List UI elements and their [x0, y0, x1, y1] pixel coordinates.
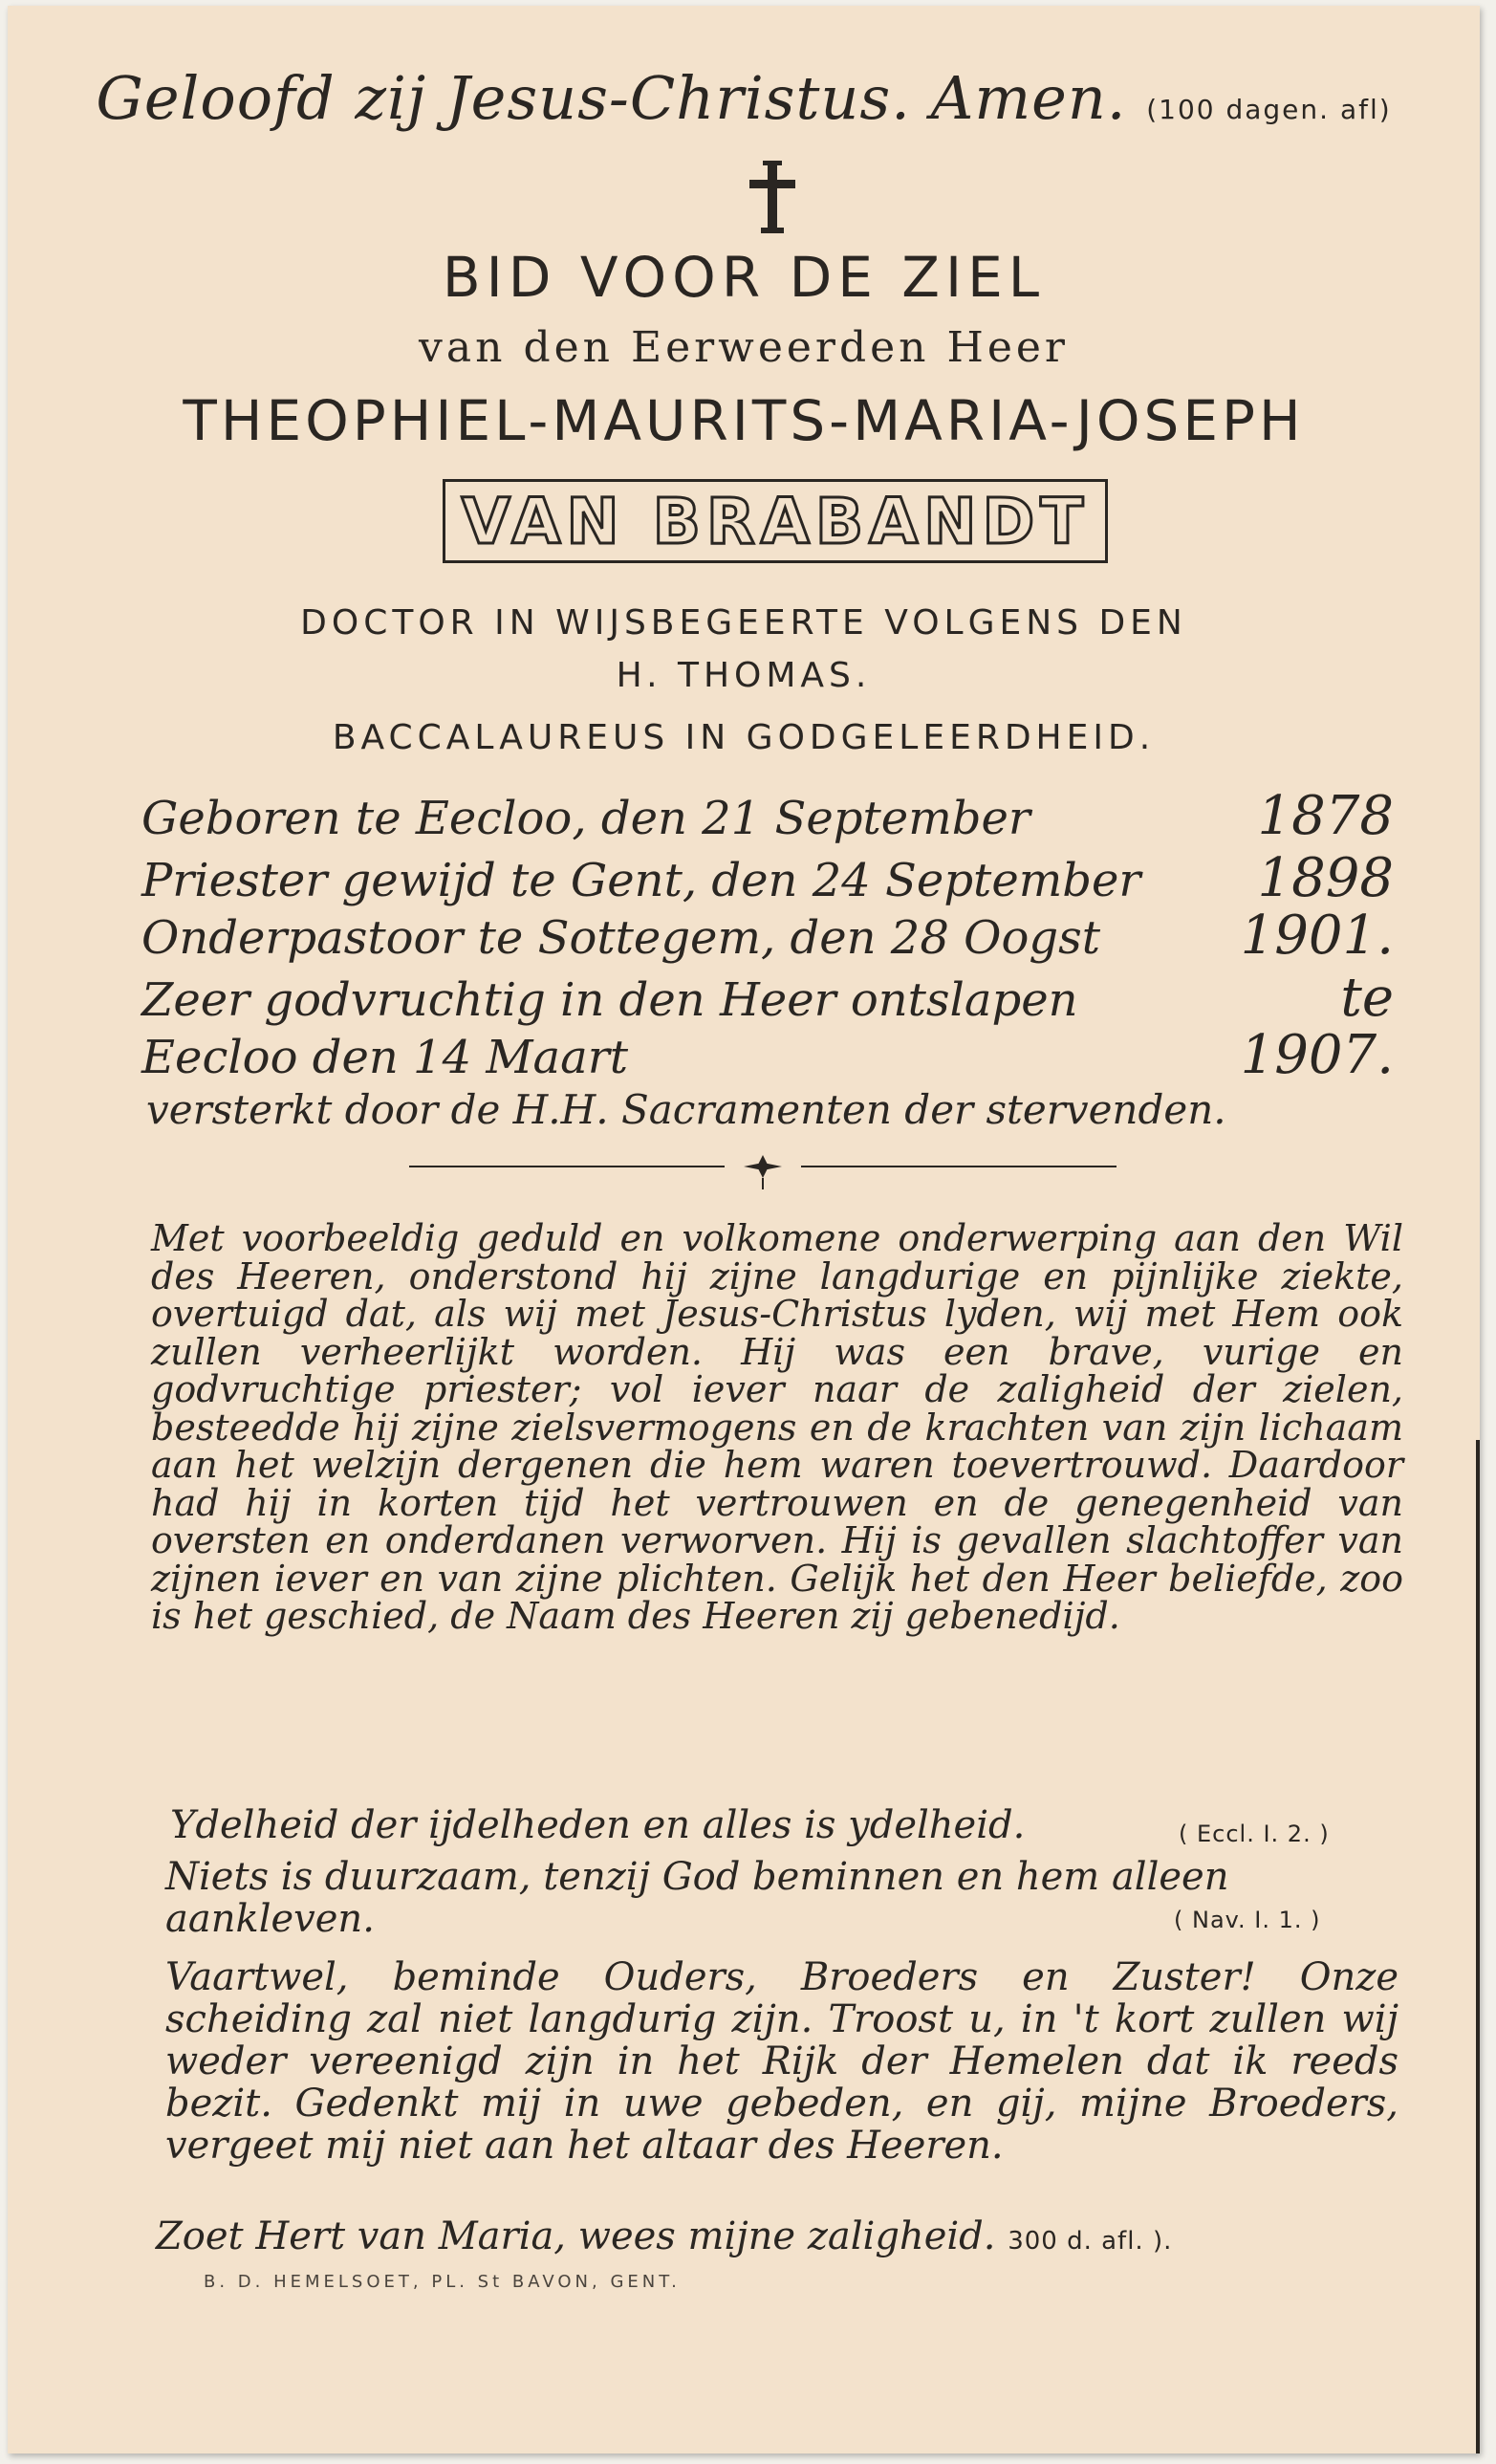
- ecclesiastes-reference: ( Eccl. I. 2. ): [1179, 1821, 1330, 1847]
- honorific: van den Eerweerden Heer: [419, 323, 1069, 372]
- closing-indulgence: 300 d. afl. ).: [1008, 2227, 1173, 2256]
- sacraments-text: versterkt door de H.H. Sacramenten der stervenden.: [146, 1086, 1226, 1133]
- page-title: BID VOOR DE ZIEL: [442, 245, 1046, 310]
- ornamental-divider: [409, 1153, 1117, 1191]
- life-event-year: 1898: [1257, 847, 1394, 909]
- invocation-text: Geloofd zij Jesus-Christus. Amen.: [96, 63, 1127, 133]
- life-event-year: te: [1340, 967, 1394, 1029]
- sacraments-line: [146, 1086, 1398, 1133]
- surname: VAN BRABANDT: [461, 484, 1090, 558]
- imitation-quote: Niets is duurzaam, tenzij God beminnen en hem alleen aankleven.: [165, 1855, 1229, 1941]
- degree-line: H. THOMAS.: [616, 656, 872, 695]
- life-event-year: 1901.: [1240, 905, 1394, 967]
- printer-imprint: B. D. HEMELSOET, PL. St BAVON, GENT.: [204, 2272, 681, 2292]
- given-names: THEOPHIEL-MAURITS-MARIA-JOSEPH: [183, 388, 1305, 453]
- surname-frame: [443, 479, 1108, 563]
- life-event-text: Eecloo den 14 Maart: [141, 1031, 628, 1084]
- life-event: [141, 967, 1394, 1029]
- invocation-line: [8, 63, 1480, 133]
- life-event-text: Onderpastoor te Sottegem, den 28 Oogst: [141, 911, 1101, 965]
- ecclesiastes-quote: Ydelheid der ijdelheden en alles is ydelheid.: [170, 1803, 1026, 1847]
- life-event-text: Zeer godvruchtig in den Heer ontslapen: [141, 973, 1078, 1027]
- eulogy-paragraph: Met voorbeeldig geduld en volkomene onderwerping aan den Wil des Heeren, onderstond hij zijne langdurige en pijnlijke ziekte, overtuigd dat, als wij met Jesus-Christus lyden, wij met Hem ook zullen verheerlijkt worden. Hij was een brave, vurige en godvruchtige priester; vol iever naar de zaligheid der zielen, besteedde hij zijne zielsvermogens en de krachten van zijn lichaam aan het welzijn dergenen die hem waren toevertrouwd. Daardoor had hij in korten tijd het vertrouwen en de genegenheid van oversten en onderdanen verworven. Hij is gevallen slachtoffer van zijnen iever en van zijne plichten. Gelijk het den Heer beliefde, zoo is het geschied, de Naam des Heeren zij gebenedijd.: [151, 1217, 1403, 1637]
- farewell-paragraph: Vaartwel, beminde Ouders, Broeders en Zuster! Onze scheiding zal niet langdurig zijn. Troost u, in 't kort zullen wij weder vereenigd zijn in het Rijk der Hemelen dat ik reeds bezit. Gedenkt mij in uwe gebeden, en gij, mijne Broeders, vergeet mij niet aan het altaar des Heeren.: [165, 1955, 1398, 2168]
- imitation-reference: ( Nav. I. 1. ): [1174, 1907, 1321, 1933]
- life-event-text: Priester gewijd te Gent, den 24 September: [141, 854, 1141, 907]
- degree-line: BACCALAUREUS IN GODGELEERDHEID.: [332, 718, 1156, 757]
- memorial-card: [8, 6, 1480, 2453]
- life-event-year: 1878: [1257, 785, 1394, 847]
- life-event: [141, 847, 1394, 909]
- degree-line: DOCTOR IN WIJSBEGEERTE VOLGENS DEN: [300, 603, 1187, 643]
- cross-icon: [744, 159, 801, 235]
- life-event: [141, 905, 1394, 967]
- life-event: [141, 1024, 1394, 1086]
- life-event: [141, 785, 1394, 847]
- life-event-text: Geboren te Eecloo, den 21 September: [141, 792, 1030, 845]
- life-event-year: 1907.: [1240, 1024, 1394, 1086]
- closing-prayer: [156, 2214, 1398, 2258]
- indulgence-note: (100 dagen. afl): [1146, 94, 1392, 125]
- closing-prayer-text: Zoet Hert van Maria, wees mijne zaligheid.: [156, 2214, 996, 2258]
